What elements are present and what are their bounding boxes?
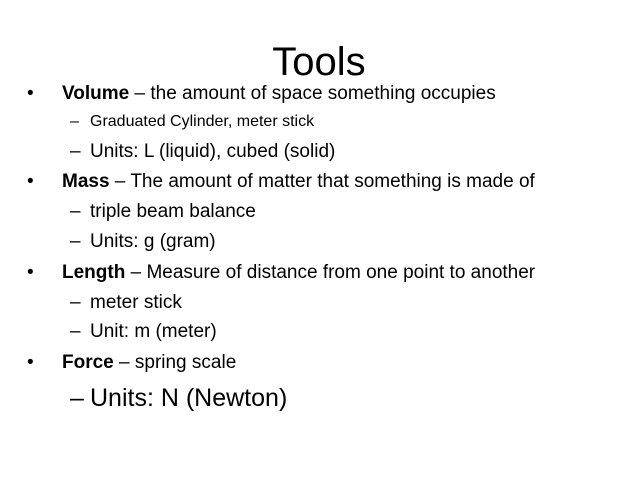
sub-bullet (0, 230, 638, 254)
bullet-dot: • (27, 262, 34, 283)
definition-mass: – The amount of matter that something is made of (109, 171, 535, 192)
sub-bullet-text: Units: L (liquid), cubed (solid) (90, 141, 336, 162)
dash: – (70, 113, 79, 130)
bullet-text (62, 261, 535, 285)
dash: – (70, 141, 81, 162)
bullet-text (62, 351, 236, 375)
bullet-force (0, 351, 638, 375)
term-mass: Mass (62, 171, 110, 192)
sub-bullet (0, 112, 638, 132)
definition-volume: – the amount of space something occupies (129, 83, 496, 104)
bullet-dot: • (27, 171, 34, 192)
dash: – (70, 321, 81, 342)
dash: – (70, 292, 81, 313)
sub-bullet (0, 200, 638, 224)
sub-bullet (0, 383, 638, 413)
term-volume: Volume (62, 83, 130, 104)
term-force: Force (62, 352, 114, 373)
definition-length: – Measure of distance from one point to another (125, 262, 536, 283)
sub-bullet-text: Unit: m (meter) (90, 321, 217, 342)
sub-bullet-text: Units: g (gram) (90, 231, 216, 252)
bullet-text (62, 170, 535, 194)
sub-bullet-text: triple beam balance (90, 201, 256, 222)
dash: – (70, 384, 84, 412)
sub-bullet (0, 140, 638, 164)
term-length: Length (62, 262, 126, 283)
bullet-mass (0, 170, 638, 194)
sub-bullet (0, 291, 638, 315)
dash: – (70, 231, 81, 252)
slide-title: Tools (272, 40, 366, 84)
bullet-dot: • (27, 83, 34, 104)
sub-bullet-text: meter stick (90, 292, 182, 313)
sub-bullet-text: Graduated Cylinder, meter stick (90, 113, 315, 130)
definition-force: – spring scale (113, 352, 237, 373)
bullet-text (62, 82, 496, 106)
bullet-length (0, 261, 638, 285)
dash: – (70, 201, 81, 222)
bullet-dot: • (27, 352, 34, 373)
sub-bullet-text: Units: N (Newton) (90, 384, 288, 412)
bullet-volume (0, 82, 638, 106)
sub-bullet (0, 320, 638, 344)
